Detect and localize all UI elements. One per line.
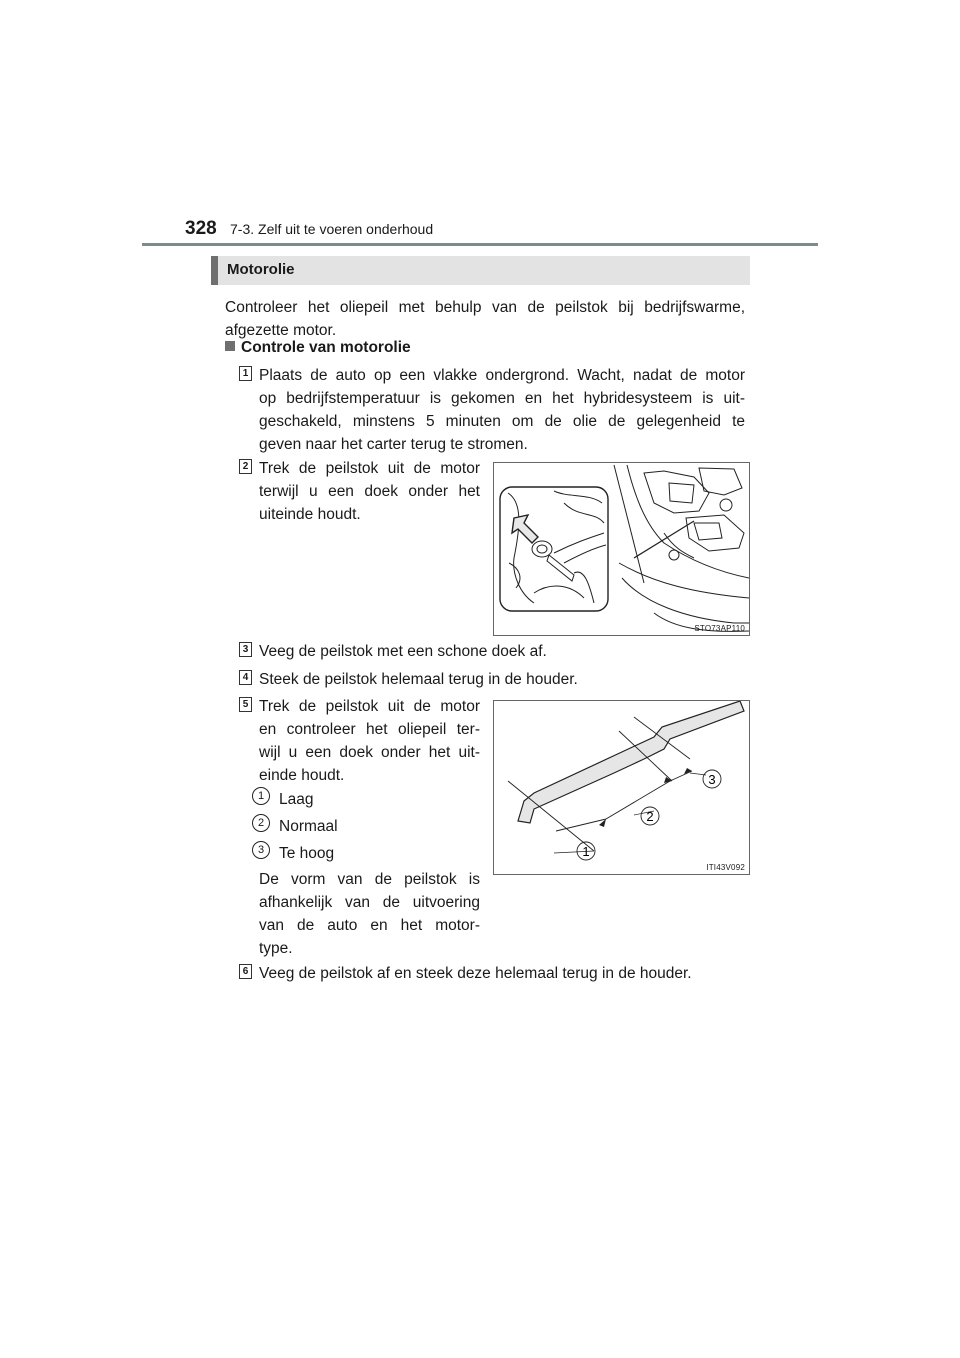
shape-note	[259, 868, 480, 960]
callout-number: 2	[646, 809, 654, 824]
number-circle-icon: 1	[252, 787, 270, 805]
subheading	[225, 339, 411, 357]
square-bullet-icon	[225, 341, 235, 351]
step-5-text	[259, 695, 480, 787]
heading-text: Motorolie	[227, 261, 295, 278]
step-badge: 5	[239, 697, 252, 712]
level-label: Laag	[279, 791, 314, 808]
callout-number: 1	[582, 844, 590, 859]
intro-paragraph: Controleer het oliepeil met behulp van de peilstok bij bedrijfswarme, afgezette motor.	[225, 299, 745, 339]
text-line: van de auto en het motor-	[259, 917, 480, 934]
section-heading	[211, 256, 750, 285]
text-line: uiteinde houdt.	[259, 506, 361, 523]
text-line: geschakeld, minstens 5 minuten om de olie de gelegenheid te	[259, 413, 745, 430]
figure-code: ITI43V092	[706, 863, 745, 872]
engine-bay-illustration	[494, 463, 749, 635]
text-line: en controleer het oliepeil ter-	[259, 721, 480, 738]
dipstick-illustration	[494, 701, 749, 874]
step-badge: 4	[239, 670, 252, 685]
step-badge: 6	[239, 964, 252, 979]
heading-accent	[211, 256, 218, 285]
level-label: Te hoog	[279, 845, 335, 862]
text-line: geven naar het carter terug te stromen.	[259, 436, 528, 453]
page-number: 328	[185, 218, 217, 239]
number-circle-icon: 3	[252, 841, 270, 859]
text-line: De vorm van de peilstok is	[259, 871, 480, 888]
text-line: wijl u een doek onder het uit-	[259, 744, 480, 761]
text-line: terwijl u een doek onder het	[259, 483, 480, 500]
dipstick-figure	[493, 700, 750, 875]
step-badge: 3	[239, 642, 252, 657]
text-line: type.	[259, 940, 293, 957]
step-badge: 2	[239, 459, 252, 474]
text-line: op bedrijfstemperatuur is gekomen en het hybridesysteem is uit-	[259, 390, 745, 407]
step-6-text: Veeg de peilstok af en steek deze helemaal terug in de houder.	[259, 965, 692, 982]
text-line: Plaats de auto op een vlakke ondergrond. Wacht, nadat de motor	[259, 367, 745, 384]
dipstick-shape	[518, 701, 744, 823]
step-2-text	[259, 457, 480, 526]
step-4-text: Steek de peilstok helemaal terug in de houder.	[259, 671, 578, 688]
level-label: Normaal	[279, 818, 338, 835]
text-line: Trek de peilstok uit de motor	[259, 460, 480, 477]
step-1-text	[259, 364, 745, 456]
callout-number: 3	[708, 772, 716, 787]
step-badge: 1	[239, 366, 252, 381]
section-title: 7-3. Zelf uit te voeren onderhoud	[230, 221, 434, 237]
text-line: einde houdt.	[259, 767, 345, 784]
text-line: Trek de peilstok uit de motor	[259, 698, 480, 715]
figure-code: STO73AP110	[694, 624, 745, 633]
header-divider	[142, 243, 818, 246]
step-3-text: Veeg de peilstok met een schone doek af.	[259, 643, 547, 660]
subheading-text: Controle van motorolie	[241, 339, 411, 356]
engine-bay-figure	[493, 462, 750, 636]
number-circle-icon: 2	[252, 814, 270, 832]
text-line: afhankelijk van de uitvoering	[259, 894, 480, 911]
